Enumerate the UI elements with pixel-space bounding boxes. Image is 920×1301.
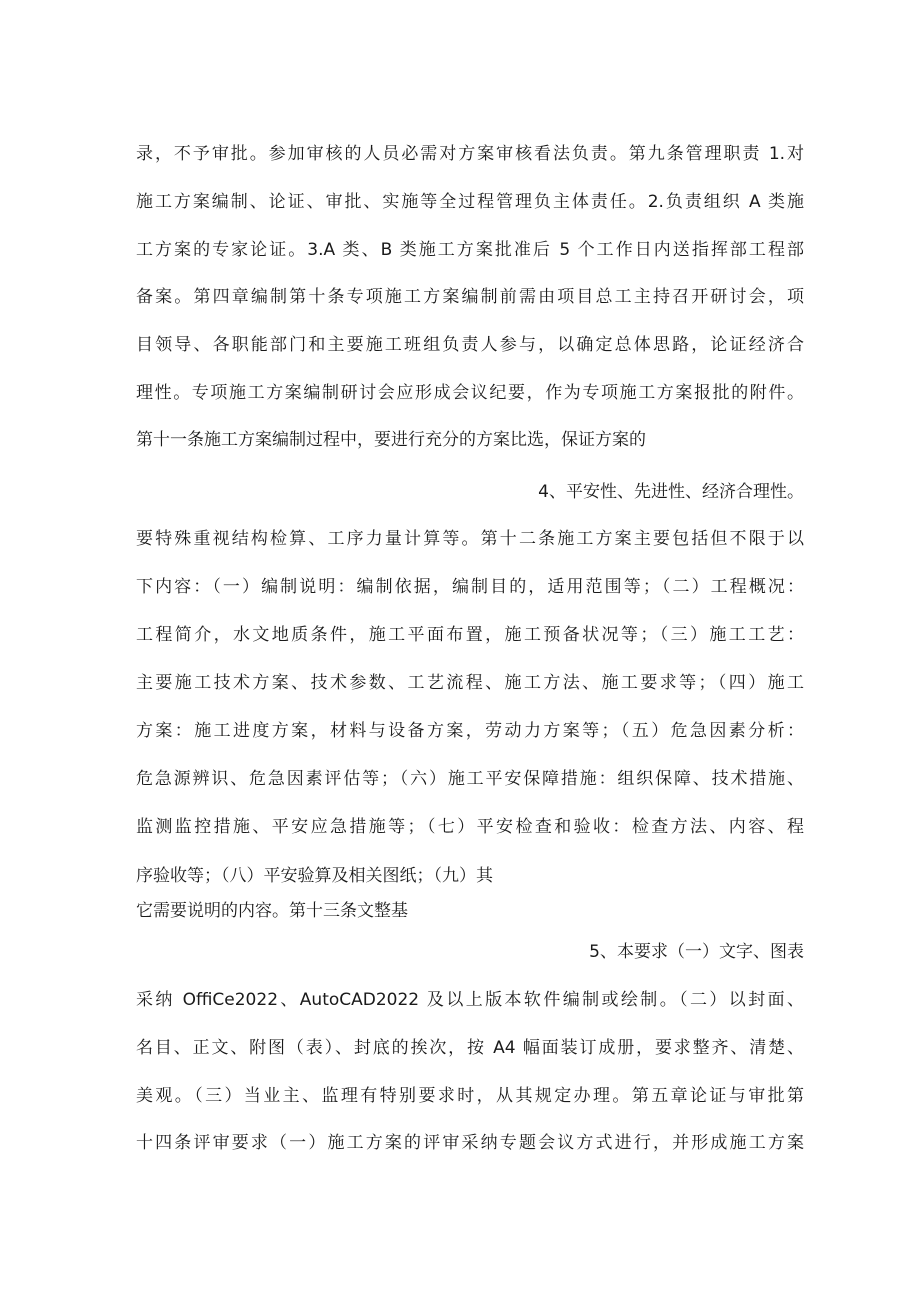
text-line-21: 美观。（三）当业主、监理有特别要求时，从其规定办理。第五章论证与审批第 [136, 1086, 804, 1106]
text-line-13: 方案：施工进度方案，材料与设备方案，劳动力方案等；（五）危急因素分析： [136, 721, 804, 741]
text-line-3: 工方案的专家论证。3.A 类、B 类施工方案批准后 5 个工作日内送指挥部工程部 [136, 240, 804, 260]
text-line-15: 监测监控措施、平安应急措施等；（七）平安检查和验收：检查方法、内容、程 [136, 817, 804, 837]
text-line-14: 危急源辨识、危急因素评估等；（六）施工平安保障措施：组织保障、技术措施、 [136, 769, 804, 789]
text-line-11: 工程简介，水文地质条件，施工平面布置，施工预备状况等；（三）施工工艺： [136, 625, 804, 645]
text-line-7: 第十一条施工方案编制过程中，要进行充分的方案比选，保证方案的 [136, 430, 646, 450]
text-line-8: 4、平安性、先进性、经济合理性。 [538, 482, 804, 502]
text-line-6: 理性。专项施工方案编制研讨会应形成会议纪要，作为专项施工方案报批的附件。 [136, 383, 804, 403]
text-line-2: 施工方案编制、论证、审批、实施等全过程管理负主体责任。2.负责组织 A 类施 [136, 192, 804, 212]
text-line-9: 要特殊重视结构检算、工序力量计算等。第十二条施工方案主要包括但不限于以 [136, 529, 804, 549]
text-line-20: 名目、正文、附图（表）、封底的挨次，按 A4 幅面装订成册，要求整齐、清楚、 [136, 1038, 804, 1058]
text-line-4: 备案。第四章编制第十条专项施工方案编制前需由项目总工主持召开研讨会，项 [136, 287, 804, 307]
text-line-1: 录，不予审批。参加审核的人员必需对方案审核看法负责。第九条管理职责 1.对 [136, 144, 804, 164]
text-line-5: 目领导、各职能部门和主要施工班组负责人参与，以确定总体思路，论证经济合 [136, 335, 804, 355]
text-line-17: 它需要说明的内容。第十三条文整基 [136, 901, 408, 921]
text-line-22: 十四条评审要求（一）施工方案的评审采纳专题会议方式进行，并形成施工方案 [136, 1133, 804, 1153]
text-line-12: 主要施工技术方案、技术参数、工艺流程、施工方法、施工要求等；（四）施工 [136, 673, 804, 693]
text-line-10: 下内容：（一）编制说明：编制依据，编制目的，适用范围等；（二）工程概况： [136, 577, 804, 597]
text-line-16: 序验收等；（八）平安验算及相关图纸；（九）其 [136, 866, 493, 886]
text-line-19: 采纳 OffiCe2022、AutoCAD2022 及以上版本软件编制或绘制。（二）以封面、 [136, 990, 804, 1010]
text-line-18: 5、本要求（一）文字、图表 [589, 942, 804, 962]
